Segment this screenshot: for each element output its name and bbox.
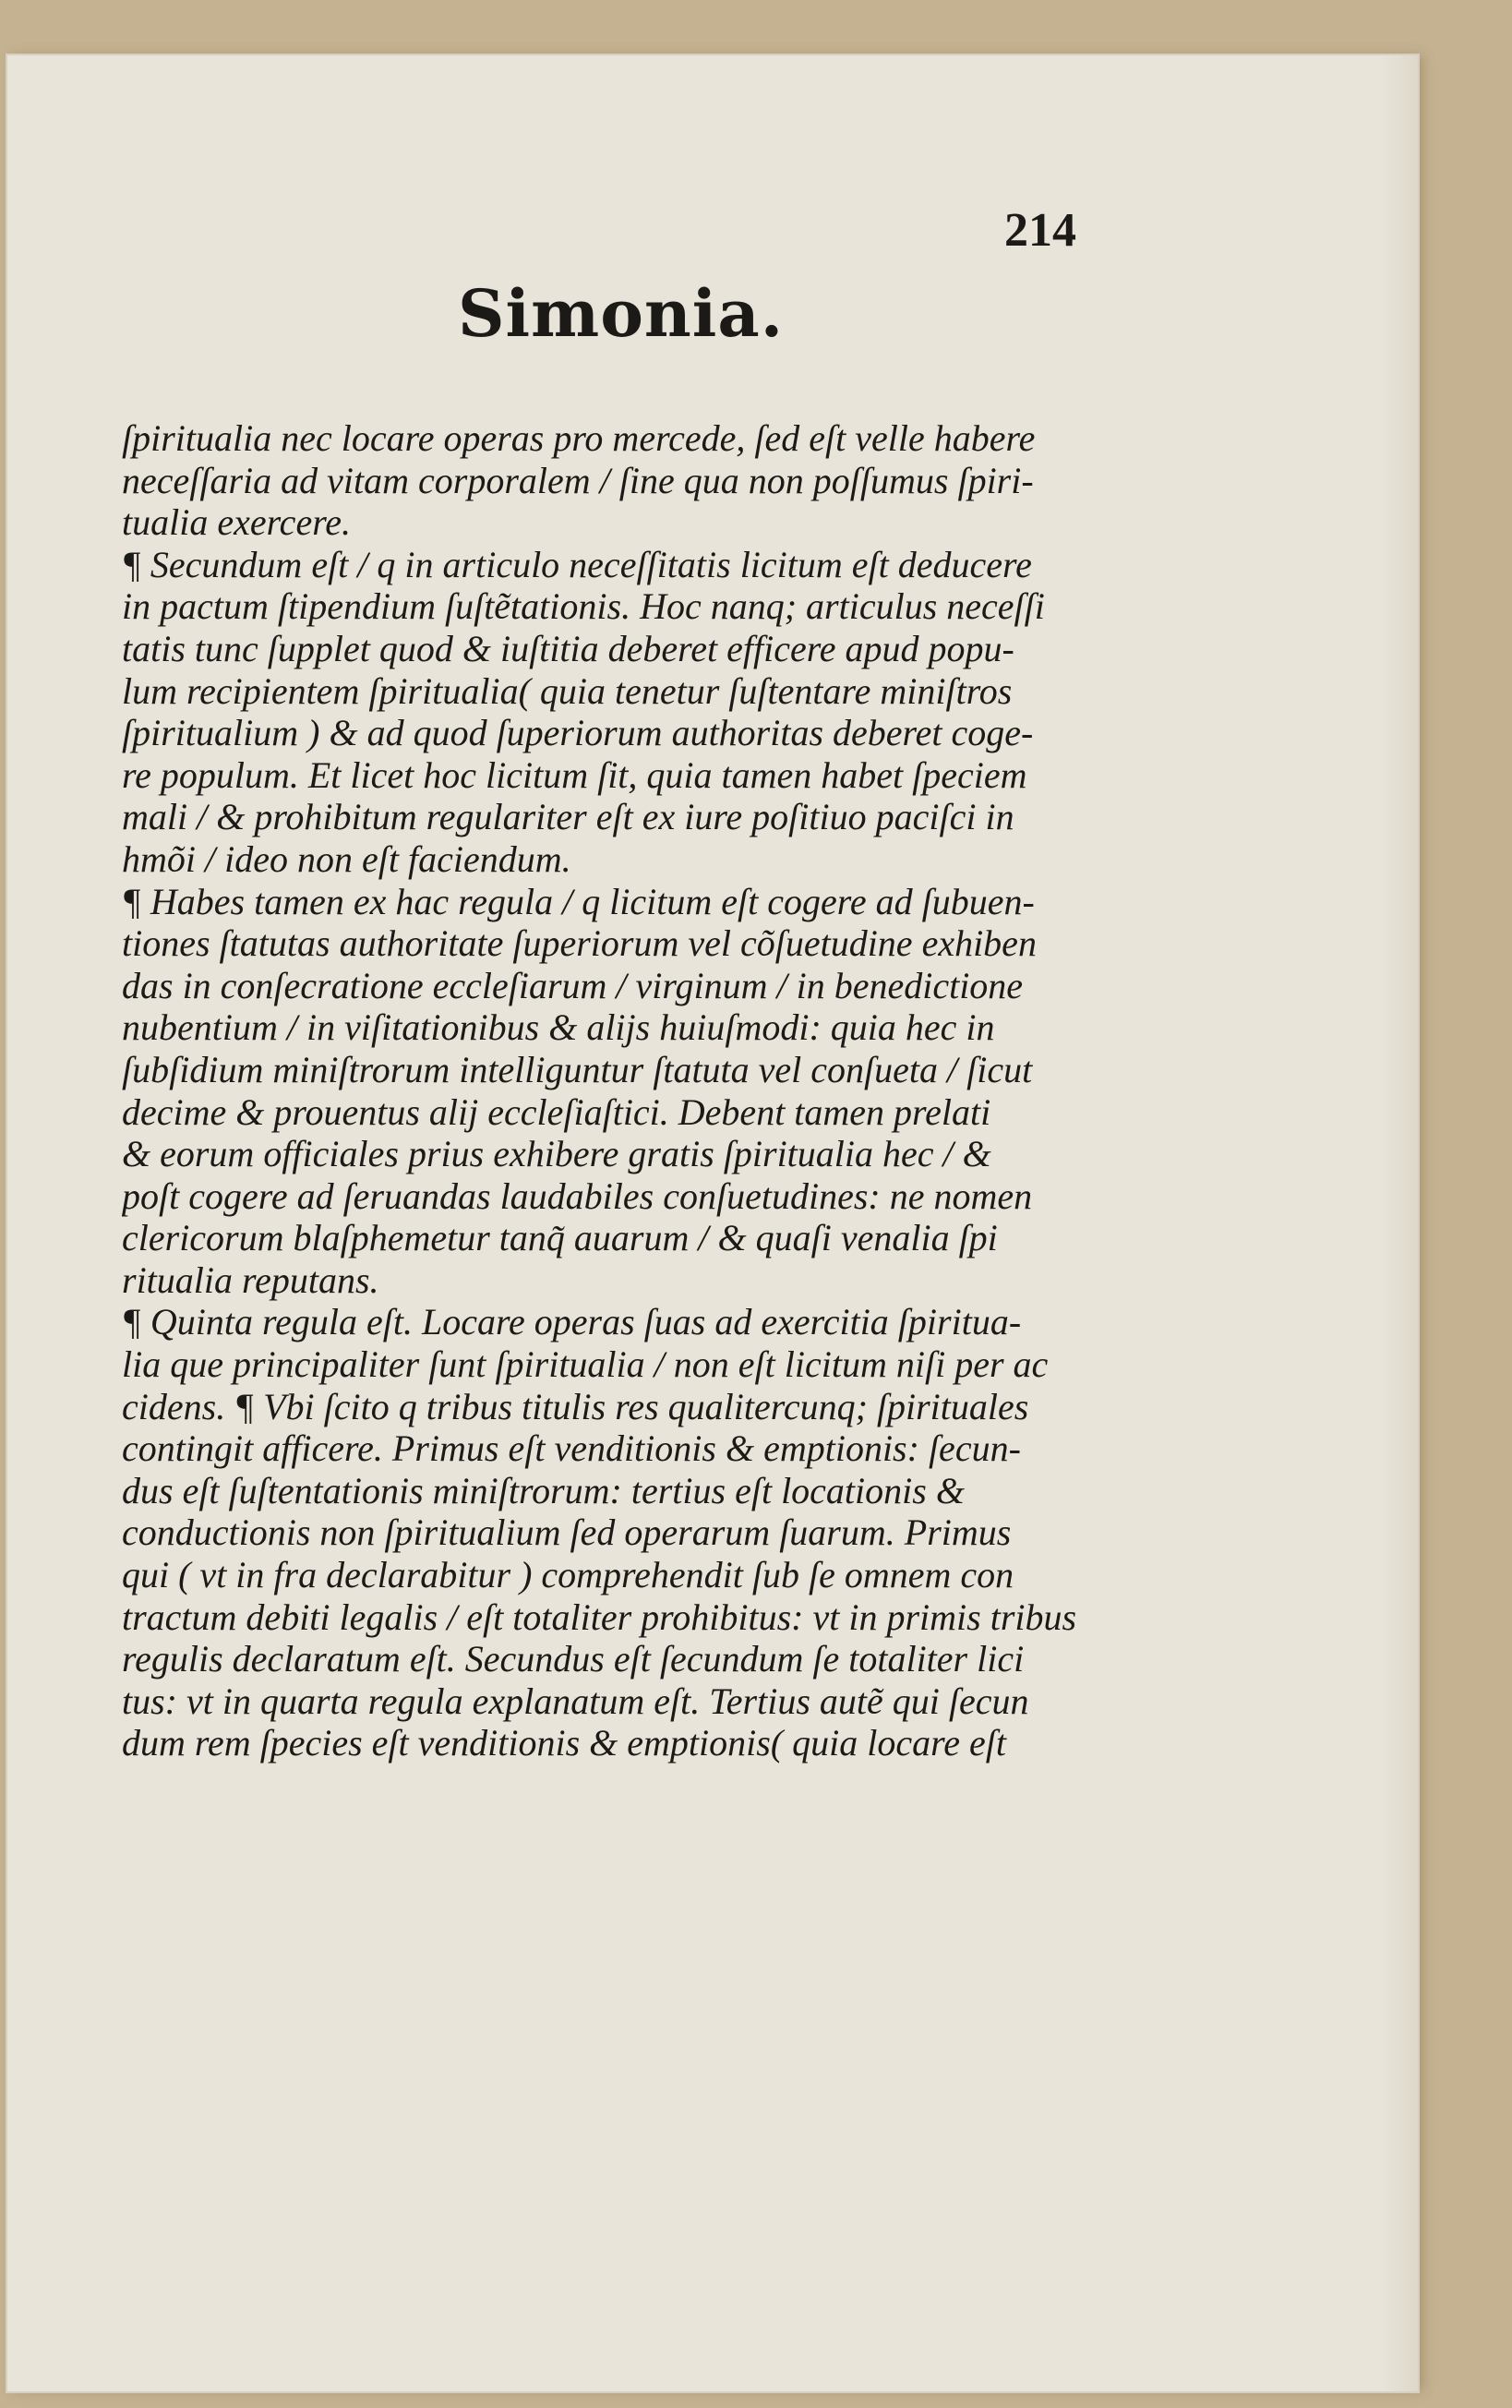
text-line: tatis tunc ſupplet quod & iuſtitia deberet efficere apud popu- bbox=[122, 627, 1014, 669]
text-line: cidens. ¶ Vbi ſcito q tribus titulis res qualitercunq; ſpirituales bbox=[122, 1385, 1029, 1427]
book-page bbox=[7, 55, 1418, 2391]
text-line: decime & prouentus alij eccleſiaſtici. Debent tamen prelati bbox=[122, 1090, 991, 1133]
text-line: mali / & prohibitum regulariter eſt ex iure poſitiuo paciſci in bbox=[122, 796, 1014, 838]
text-line: nubentium / in viſitationibus & alijs huiuſmodi: quia hec in bbox=[122, 1006, 995, 1049]
text-line: tiones ſtatutas authoritate ſuperiorum vel cõſuetudine exhiben bbox=[122, 922, 1037, 965]
text-line: qui ( vt in fra declarabitur ) comprehendit ſub ſe omnem con bbox=[122, 1554, 1014, 1596]
text-line: lia que principaliter ſunt ſpiritualia / non eſt licitum niſi per ac bbox=[122, 1343, 1049, 1386]
text-line: tus: vt in quarta regula explanatum eſt. Tertius autẽ qui ſecun bbox=[122, 1680, 1029, 1722]
text-line: ritualia reputans. bbox=[122, 1258, 379, 1301]
text-line: regulis declaratum eſt. Secundus eſt ſecundum ſe totaliter lici bbox=[122, 1638, 1025, 1680]
text-line: re populum. Et licet hoc licitum ſit, quia tamen habet ſpeciem bbox=[122, 753, 1027, 796]
text-line: ¶ Habes tamen ex hac regula / q licitum eſt cogere ad ſubuen- bbox=[122, 880, 1035, 922]
text-line: lum recipientem ſpiritualia( quia tenetur ſuſtentare miniſtros bbox=[122, 669, 1013, 712]
text-line: conductionis non ſpiritualium ſed operarum ſuarum. Primus bbox=[122, 1511, 1012, 1554]
text-line: hmõi / ideo non eſt faciendum. bbox=[122, 837, 571, 880]
text-line: ¶ Secundum eſt / q in articulo neceſſitatis licitum eſt deducere bbox=[122, 543, 1032, 585]
text-line: das in conſecratione eccleſiarum / virginum / in benedictione bbox=[122, 964, 1024, 1006]
text-line: dus eſt ſuſtentationis miniſtrorum: tertius eſt locationis & bbox=[122, 1469, 965, 1511]
text-line: ſubſidium miniſtrorum intelliguntur ſtatuta vel conſueta / ſicut bbox=[122, 1048, 1033, 1090]
text-line: ¶ Quinta regula eſt. Locare operas ſuas ad exercitia ſpiritua- bbox=[122, 1301, 1022, 1343]
text-line: clericorum blaſphemetur tanq̃ auarum / & quaſi venalia ſpi bbox=[122, 1217, 998, 1259]
running-title: Simonia. bbox=[458, 275, 785, 352]
text-line: & eorum officiales prius exhibere gratis ſpiritualia hec / & bbox=[122, 1133, 991, 1175]
text-line: poſt cogere ad ſeruandas laudabiles conſuetudines: ne nomen bbox=[122, 1174, 1033, 1217]
text-line: in pactum ſtipendium ſuſtẽtationis. Hoc nanq; articulus neceſſi bbox=[122, 585, 1045, 628]
page-number: 214 bbox=[1004, 204, 1076, 257]
text-line: dum rem ſpecies eſt venditionis & emptionis( quia locare eſt bbox=[122, 1722, 1006, 1764]
text-line: contingit afficere. Primus eſt venditionis & emptionis: ſecun- bbox=[122, 1427, 1021, 1470]
text-line: ſpiritualium ) & ad quod ſuperiorum authoritas deberet coge- bbox=[122, 712, 1034, 754]
text-line: neceſſaria ad vitam corporalem / ſine qua non poſſumus ſpiri- bbox=[122, 459, 1034, 501]
text-line: tractum debiti legalis / eſt totaliter prohibitus: vt in primis tribus bbox=[122, 1595, 1077, 1638]
text-line: ſpiritualia nec locare operas pro mercede, ſed eſt velle habere bbox=[122, 417, 1036, 459]
text-line: tualia exercere. bbox=[122, 501, 352, 544]
body-text bbox=[122, 417, 1100, 1764]
